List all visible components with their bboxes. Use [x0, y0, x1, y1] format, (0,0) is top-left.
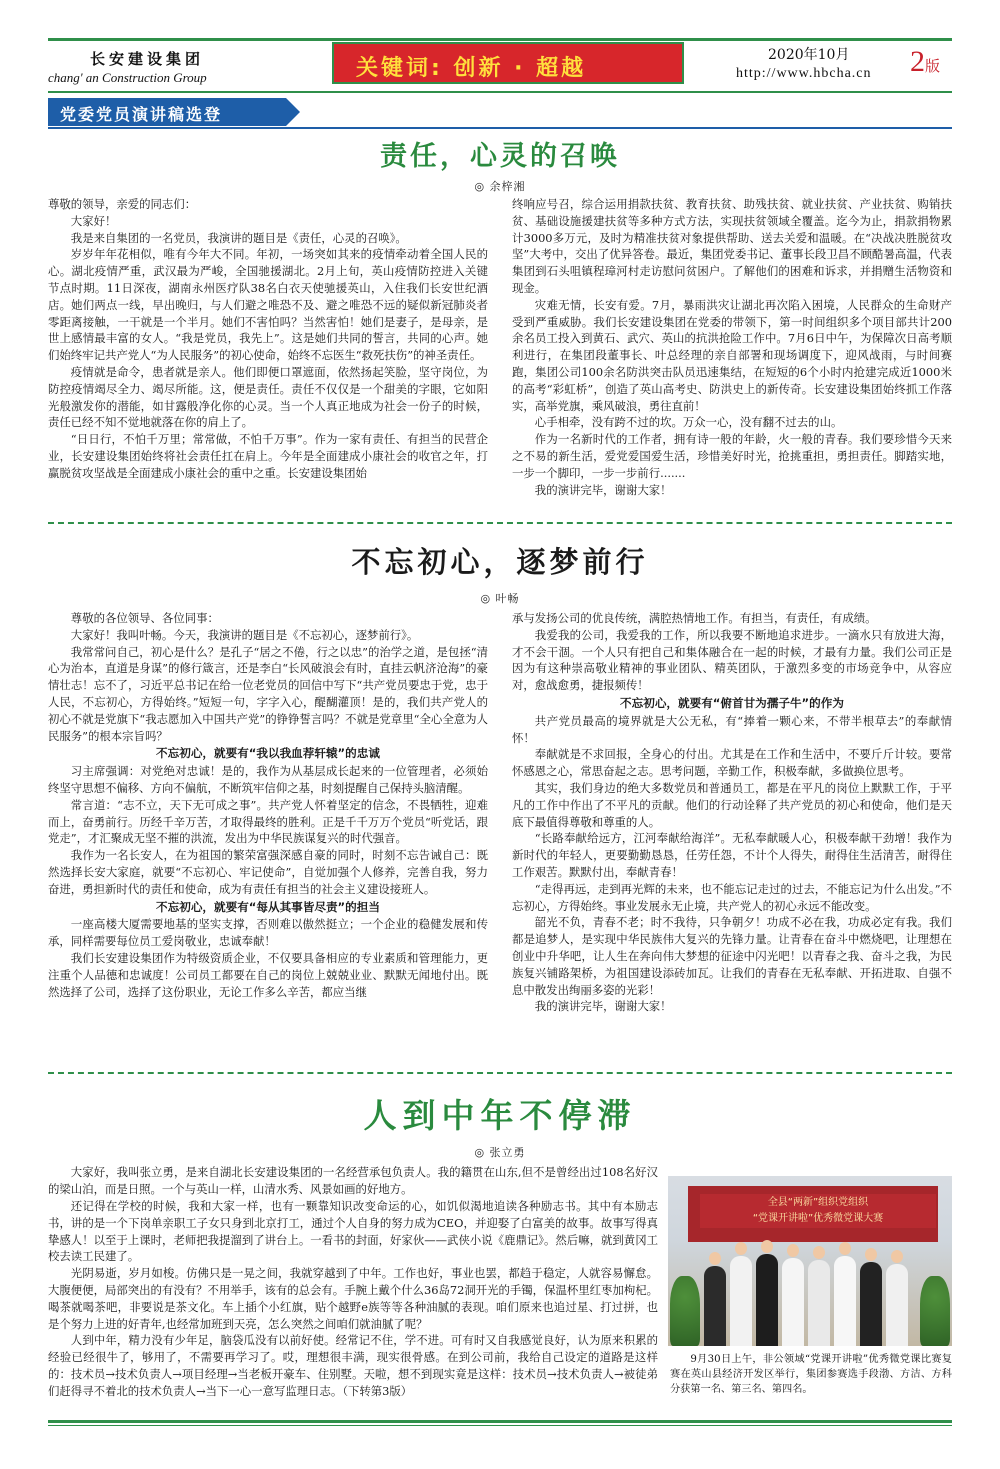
- photo-caption: [670, 1352, 952, 1397]
- brand-name-en: chang' an Construction Group: [48, 70, 207, 85]
- section-tab: 党委党员演讲稿选登: [48, 98, 286, 126]
- paragraph: 共产党员最高的境界就是大公无私，有“捧着一颗心来，不带半根草去”的奉献情怀！: [512, 713, 952, 745]
- paragraph: 终响应号召，综合运用捐款扶贫、教育扶贫、助残扶贫、就业扶贫、产业扶贫、购销扶贫、基础设施援建扶贫等多种方式方法，实现扶贫领域全覆盖。迄今为止，捐款捐物累计3000多万元，及时为精准扶贫对象提供帮助、送去关爱和温暖。在“决战决胜脱贫攻坚”大考中，交出了优异答卷。最近，集团党委书记、董事长段卫昌不顾酷暑高温，代表集团到石头咀镇程璋河村走访慰问贫困户。了解他们的困难和诉求，并捐赠生活物资和现金。: [512, 197, 952, 295]
- header-top-rule: [48, 38, 952, 41]
- person: [886, 1264, 908, 1346]
- photo-banner-line1: 全县“两新”组织党组织: [767, 1197, 869, 1208]
- person: [756, 1254, 778, 1346]
- website-url[interactable]: http://www.hbcha.cn: [736, 66, 872, 81]
- paragraph: 大家好，我叫张立勇，是来自湖北长安建设集团的一名经营承包负责人。我的籍贯在山东,但不是曾经出过108名好汉的梁山泊，而是日照。一个与英山一样，山清水秀、风景如画的好地方。: [48, 1165, 658, 1196]
- article2-column-left: [48, 610, 488, 1066]
- paragraph: 灾难无情，长安有爱。7月，暴雨洪灾让湖北再次陷入困境，人民群众的生命财产受到严重威胁。我们长安建设集团在党委的带领下，第一时间组织多个项目部共计200余名员工投入到黄石、武穴、英山的抗洪抢险工作中。7月6日中午，为保障次日高考顺利进行，在集团段董事长、叶总经理的亲自部署和现场调度下，迎风战雨，与时间赛跑，集团公司100余名防洪突击队员迅速集结，在短短的6个小时内抢建完成近1000米的高考“彩虹桥”，创造了英山高考史、防洪史上的新传奇。长安建设集团始终抓工作落实，高举党旗，乘风破浪，勇往直前！: [512, 297, 952, 413]
- article1-byline: ◎ 余梓湘: [474, 180, 526, 193]
- paragraph: 疫情就是命令，患者就是亲人。他们即便口罩遮面，依然扬起笑脸，坚守岗位，为防控疫情竭尽全力、竭尽所能。这，便是责任。责任不仅仅是一个甜美的字眼，它如阳光般激发你的潜能，如甘露般净化你的心灵。当一个人真正地成为社会一份子的时候，责任已经不知不觉地就落在你的肩上了。: [48, 364, 488, 430]
- paragraph: 其实，我们身边的绝大多数党员和普通员工，都是在平凡的岗位上默默工作，于平凡的工作中作出了不平凡的贡献。他们的行动诠释了共产党员的初心和使命，他们是天底下最值得尊敬和尊重的人。: [512, 780, 952, 829]
- subheading: 不忘初心，就要有“俯首甘为孺子牛”的作为: [620, 695, 844, 710]
- paragraph: 我作为一名长安人，在为祖国的繁荣富强深感自豪的同时，时刻不忘告诫自己：既然选择长安大家庭，就要“不忘初心、牢记使命”，自觉加强个人修养，完善自我，努力奋进，勇担新时代的责任和使命，成为有责任有担当的社会主义建设接班人。: [48, 848, 488, 896]
- paragraph: 一座高楼大厦需要地基的坚实支撑，否则难以傲然挺立；一个企业的稳健发展和传承，同样需要每位员工爱岗敬业，忠诚奉献！: [48, 917, 488, 949]
- paragraph: 承与发扬公司的优良传统，满腔热情地工作。有担当，有责任，有成绩。: [512, 611, 877, 625]
- page-header: [48, 42, 952, 90]
- divider-dashed-2: [48, 1072, 952, 1074]
- subheading: 不忘初心，就要有“我以我血荐轩辕”的忠诚: [156, 746, 380, 761]
- paragraph: 大家好！: [70, 213, 117, 228]
- article2-title: 不忘初心，逐梦前行: [351, 545, 649, 579]
- brand-name-cn: 长安建设集团: [90, 50, 205, 68]
- paragraph: 我的演讲完毕，谢谢大家！: [534, 999, 672, 1014]
- paragraph: 尊敬的各位领导、各位同事：: [70, 611, 219, 625]
- paragraph: 尊敬的领导，亲爱的同志们：: [48, 197, 197, 211]
- paragraph: 我爱我的公司，我爱我的工作，所以我要不断地追求进步。一滴水只有放进大海，才不会干涸。一个人只有把自己和集体融合在一起的时候，才最有力量。我们公司正是因为有这种崇高敬业精神的事业团队、精英团队，于激烈多变的市场竞争中，从容应对，愈战愈勇，捷报频传！: [512, 627, 952, 693]
- section-tab-rule: [48, 127, 952, 129]
- person: [730, 1256, 752, 1346]
- page-number: [910, 46, 940, 83]
- photo-banner: [700, 1194, 936, 1228]
- photo-caption-text: 9月30日上午，非公领域“党课开讲啦”优秀微党课比赛复赛在英山县经济开发区举行，集团参赛选手段渤、方洁、方科分获第一名、第三名、第四名。: [670, 1354, 952, 1395]
- paragraph: 人到中年，精力没有少年足，脑袋瓜没有以前好使。经常记不住，学不进。可有时又自我感觉良好，认为原来积累的经验已经很牛了，够用了，不需要再学习了。哎，理想很丰满，现实很骨感。在到公司前，我给自己设定的道路是这样的：技术员→技术负责人→项目经理→当老板开豪车、住别墅。天啦，想不到现实竟是这样：技术员→技术负责人→被徒弟们赶得寻不着北的技术负责人→当下一心一意写监理日志。（下转第3版）: [48, 1333, 658, 1398]
- article3-byline: ◎ 张立勇: [474, 1146, 526, 1159]
- person: [860, 1262, 882, 1346]
- keywords-banner: [332, 42, 684, 84]
- paragraph: 岁岁年年花相似，唯有今年大不同。年初，一场突如其来的疫情牵动着全国人民的心。湖北疫情严重，武汉最为严峻，全国驰援湖北。2月上旬，英山疫情防控进入关键节点时期。11日深夜，湖南永州医疗队38名白衣天使驰援英山，入住我们长安世纪酒店。她们两点一线，早出晚归，与人们避之唯恐不及、避之唯恐不远的疑似新冠肺炎者零距离接触，一干就是一个半月。她们不害怕吗？当然害怕！她们是妻子，是母亲，是世上感情最丰富的女人。“我是党员，我先上”。这是她们共同的誓言，共同的心声。她们始终牢记共产党人“为人民服务”的初心使命，始终不忘医生“救死扶伤”的神圣责任。: [48, 247, 488, 363]
- potted-plant-right: [920, 1276, 950, 1346]
- paragraph: “走得再远，走到再光辉的未来，也不能忘记走过的过去，不能忘记为什么出发。”不忘初心，方得始终。事业发展永无止境，共产党人的初心永远不能改变。: [512, 881, 952, 913]
- page-number-suffix: 版: [925, 59, 941, 75]
- article2-byline: ◎ 叶畅: [480, 592, 520, 605]
- person: [704, 1266, 726, 1346]
- paragraph: 还记得在学校的时候，我和大家一样，也有一颗靠知识改变命运的心，如饥似渴地追读各种励志书。其中有本励志书，讲的是一个下岗单亲职工子女只身到北京打工，通过个人自身的努力成为CEO，并迎娶了白富美的故事。故事写得真挚感人！以至于上课时，老师把我提溜到了讲台上。一看书的封面，好家伙——武侠小说《鹿鼎记》。然后嘛，就到黄冈工校去读工民建了。: [48, 1199, 658, 1264]
- person: [834, 1256, 856, 1346]
- article1-column-right: [512, 196, 952, 514]
- header-bottom-rule: [48, 91, 952, 93]
- issue-date: 2020年10月: [768, 47, 850, 63]
- article3-intro: [48, 1164, 658, 1198]
- paragraph: 常言道：“志不立，天下无可成之事”。共产党人怀着坚定的信念，不畏牺牲，迎难而上，奋勇前行。历经千辛万苦，才取得最终的胜利。正是千千万万个党员“听党话，跟党走”，才汇聚成无坚不摧的洪流，发出为中华民族谋复兴的时代强音。: [48, 797, 488, 846]
- paragraph: 我是来自集团的一名党员，我演讲的题目是《责任，心灵的召唤》。: [70, 230, 407, 245]
- paragraph: 我的演讲完毕，谢谢大家！: [534, 482, 672, 497]
- subheading: 不忘初心，就要有“每从其事皆尽责”的担当: [156, 899, 380, 914]
- paragraph: 作为一名新时代的工作者，拥有诗一般的年龄，火一般的青春。我们要珍惜今天来之不易的新生活，爱党爱国爱生活，珍惜美好时光，抢挑重担，勇担责任。脚踏实地，一步一个脚印，一步一步前行.......: [512, 432, 952, 480]
- paragraph: “长路奉献给远方，江河奉献给海洋”。无私奉献暖人心，积极奉献干劲增！我作为新时代的年轻人，更要勤勤恳恳，任劳任怨，不计个人得失，耐得住生活清苦，耐得住工作艰苦。默默付出，奉献青春！: [512, 831, 952, 879]
- event-photo: [668, 1176, 952, 1346]
- article3-column: [48, 1198, 658, 1412]
- paragraph: 大家好！我叫叶畅。今天，我演讲的题目是《不忘初心，逐梦前行》。: [70, 627, 419, 642]
- keywords-text: 关键词: 创新 · 超越: [356, 56, 587, 81]
- paragraph: 奉献就是不求回报，全身心的付出。尤其是在工作和生活中，不要斤斤计较。要常怀感恩之心，常思奋起之志。思考问题，辛勤工作，积极奉献，多做换位思考。: [512, 747, 952, 779]
- paragraph: 韶光不负，青春不老；时不我待，只争朝夕！功成不必在我，功成必定有我。我们都是追梦人，是实现中华民族伟大复兴的先锋力量。让青春在奋斗中燃烧吧，让理想在创业中升华吧，让人生在奔向伟大梦想的征途中闪光吧！以青春之我、奋斗之我，为民族复兴铺路架桥，为祖国建设添砖加瓦。让我们的青春在无私奉献、开拓进取、自强不息中散发出绚丽多姿的光彩！: [512, 915, 952, 997]
- article3-title: 人到中年不停滞: [363, 1096, 637, 1135]
- footer-rule: [48, 1420, 952, 1423]
- photo-banner-line2: “党课开讲啦”优秀微党课大赛: [752, 1213, 884, 1224]
- article1-title: 责任，心灵的召唤: [380, 141, 620, 172]
- paragraph: “日日行，不怕千万里；常常做，不怕千万事”。作为一家有责任、有担当的民营企业，长安建设集团始终将社会责任扛在肩上。今年是全面建成小康社会的收官之年，打赢脱贫攻坚战是全面建成小康社会的重中之重。长安建设集团始: [48, 432, 488, 480]
- article2-column-right: [512, 610, 952, 1066]
- paragraph: 心手相牵，没有跨不过的坎。万众一心，没有翻不过去的山。: [534, 415, 843, 430]
- potted-plant-left: [670, 1276, 700, 1346]
- footer-rule-thin: [48, 1425, 952, 1426]
- paragraph: 光阴易逝，岁月如梭。仿佛只是一晃之间，我就穿越到了中年。工作也好，事业也罢，都趋于稳定，人就容易懈怠。大腹便便，局部突出的有没有？不用举手，该有的总会有。手腕上戴个什么36岛72洞开光的手镯，保温杯里红枣加枸杞。喝茶就喝茶吧，非要说是茶文化。车上插个小红旗，贴个越野e族等等各种油腻的表现。咱们原来也追过星、打过拼，也是个努力上进的好青年,也经常加班到天亮，怎么突然之间咱们就油腻了呢？: [48, 1266, 658, 1331]
- paragraph: 习主席强调：对党绝对忠诚！是的，我作为从基层成长起来的一位管理者，必须始终坚守思想不偏移、方向不偏航，不断筑牢信仰之基，时刻提醒自己保持头脑清醒。: [48, 764, 488, 795]
- paragraph: 我们长安建设集团作为特级资质企业，不仅要具备相应的专业素质和管理能力，更注重个人品德和忠诚度！公司员工都要在自己的岗位上兢兢业业、默默无闻地付出。既然选择了公司，选择了这份职业，无论工作多么辛苦，都应当继: [48, 950, 488, 999]
- person: [782, 1258, 804, 1346]
- divider-dashed-1: [48, 522, 952, 524]
- page-number-value: 2: [910, 45, 925, 78]
- paragraph: 我常常问自己，初心是什么？是孔子“居之不倦，行之以忠”的治学之道，是包拯“清心为治本，直道是身谋”的修行箴言，还是李白“长风破浪会有时，直挂云帆济沧海”的豪情壮志！忘不了，习近平总书记在给一位老党员的回信中写下“共产党员要忠于党，忠于人民，不忘初心，方得始终。”短短一句，字字入心，醍醐灌顶！是的，我们共产党人的初心不就是党旗下“我志愿加入中国共产党”的铮铮誓言吗？不就是党章里“全心全意为人民服务”的根本宗旨吗？: [48, 644, 488, 743]
- article1-column-left: [48, 196, 488, 514]
- person: [808, 1260, 830, 1346]
